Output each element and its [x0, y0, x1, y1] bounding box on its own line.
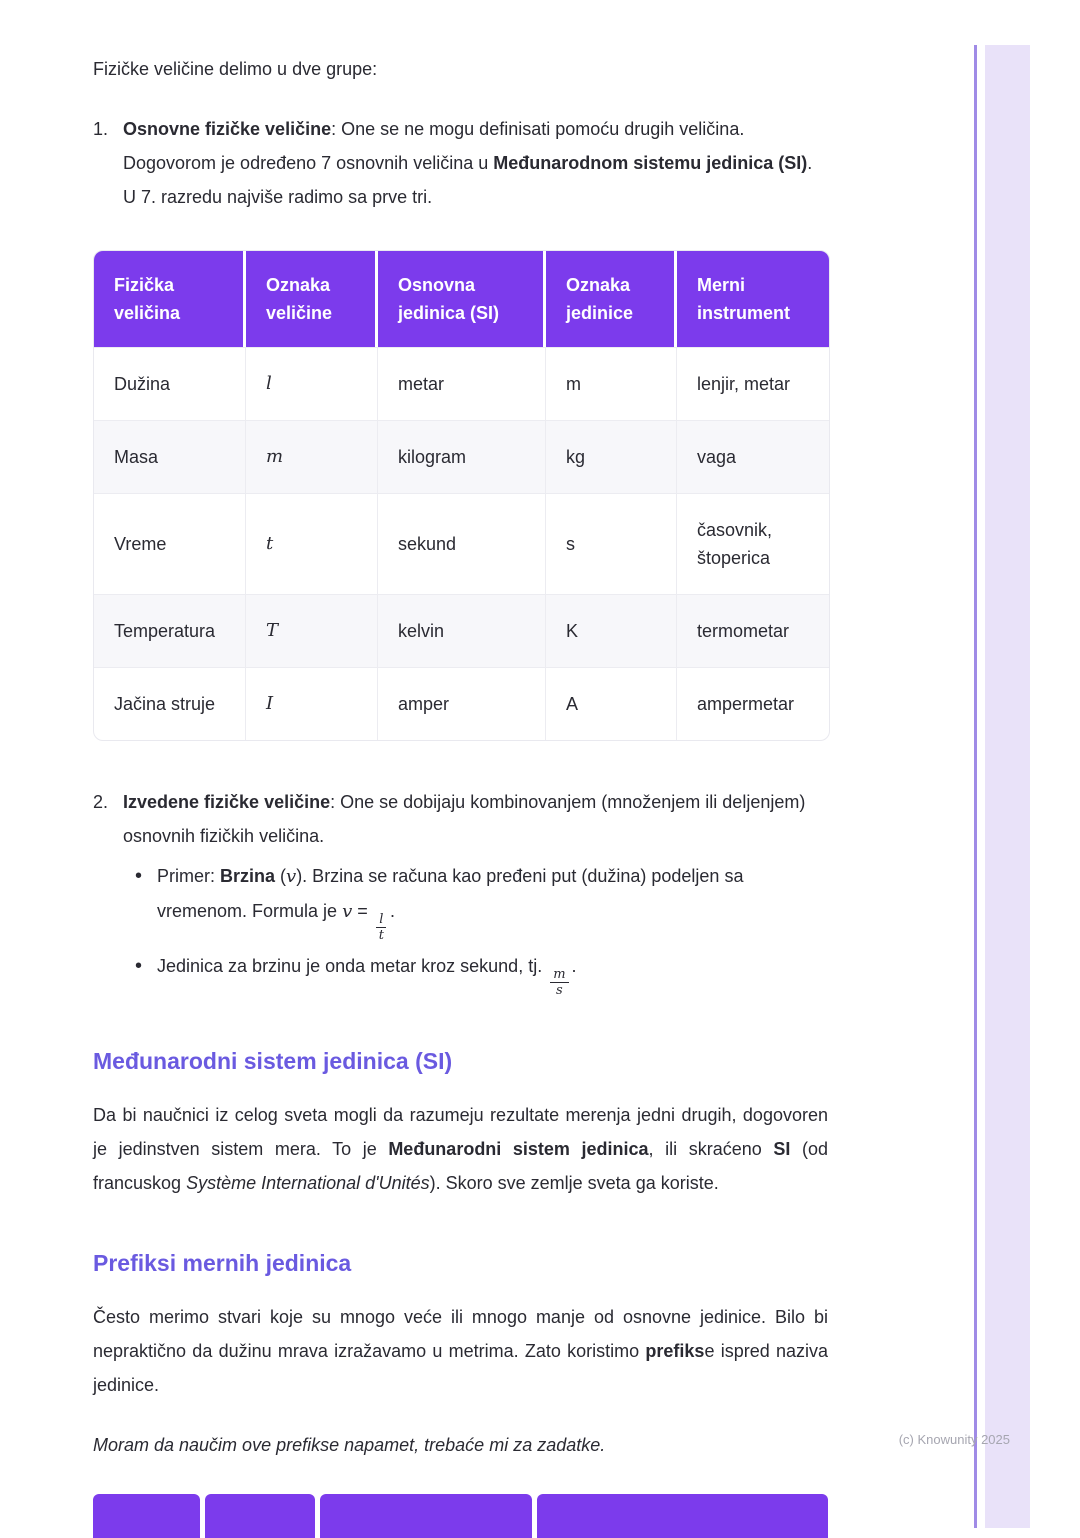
- heading-prefixes: Prefiksi mernih jedinica: [93, 1250, 352, 1276]
- list-item-number: 1.: [93, 119, 109, 139]
- cell-instrument: vaga: [677, 420, 829, 493]
- table-header-cell-quantity: Fizička veličina: [94, 251, 246, 347]
- table-row: [94, 420, 829, 493]
- derived-quantities-text: Izvedene fizičke veličine: One se dobijaju kombinovanjem (množenjem ili deljenjem) osnovnih fizičkih veličina.: [123, 792, 806, 846]
- table-header-cell-unit-symbol: Oznaka jedinice: [546, 251, 677, 347]
- table-row: [94, 493, 829, 594]
- cell-unit-symbol: s: [546, 493, 677, 594]
- next-table-header-cell: [93, 1494, 200, 1538]
- cell-unit: amper: [378, 667, 546, 740]
- cell-unit: sekund: [378, 493, 546, 594]
- cell-unit-symbol: m: [546, 347, 677, 420]
- bullet-dot-icon: •: [135, 865, 143, 887]
- cell-instrument: ampermetar: [677, 667, 829, 740]
- cell-unit-symbol: K: [546, 594, 677, 667]
- page-edge-line: [974, 45, 977, 1528]
- cell-quantity: Masa: [94, 420, 246, 493]
- cell-quantity: Dužina: [94, 347, 246, 420]
- fraction-m-over-s: $\frac{m}{s}$: [550, 967, 568, 998]
- cell-instrument: lenjir, metar: [677, 347, 829, 420]
- bullet-list: [135, 859, 828, 998]
- scrollbar-track[interactable]: [985, 45, 1030, 1528]
- table-header-cell-instrument: Merni instrument: [677, 251, 829, 347]
- table-row: [94, 594, 829, 667]
- cell-unit: metar: [378, 347, 546, 420]
- table-row: [94, 667, 829, 740]
- list-item-derived-quantities: [93, 785, 828, 998]
- cell-symbol: m: [246, 420, 378, 493]
- page-content: [93, 0, 828, 1462]
- cell-symbol: t: [246, 493, 378, 594]
- table-header-cell-symbol: Oznaka veličine: [246, 251, 378, 347]
- bullet-text: Jedinica za brzinu je onda metar kroz sekund, tj. $\frac{m}{s}$ .: [157, 956, 577, 998]
- list-item-basic-quantities: [93, 112, 828, 214]
- fraction-l-over-t: $\frac{l}{t}$: [376, 912, 387, 943]
- cell-unit-symbol: kg: [546, 420, 677, 493]
- bullet-text: Primer: Brzina (v). Brzina se računa kao pređeni put (dužina) podeljen sa vremenom. Formula je v = $\frac{l}{t}$ .: [157, 866, 744, 943]
- intro-paragraph: Fizičke veličine delimo u dve grupe:: [93, 59, 378, 79]
- cell-unit-symbol: A: [546, 667, 677, 740]
- cell-unit: kilogram: [378, 420, 546, 493]
- list-item-text: Osnovne fizičke veličine: One se ne mogu definisati pomoću drugih veličina. Dogovorom je određeno 7 osnovnih veličina u Međunarodnom sistemu jedinica (SI). U 7. razredu najviše radimo sa prve tri.: [123, 119, 813, 207]
- heading-si-system: Međunarodni sistem jedinica (SI): [93, 1048, 453, 1074]
- next-table-header-cell: [537, 1494, 828, 1538]
- paragraph-prefixes: Često merimo stvari koje su mnogo veće ili mnogo manje od osnovne jedinice. Bilo bi nepraktično da dužinu mrava izražavamo u metrima. Zato koristimo prefikse ispred naziva jedinice.: [93, 1307, 828, 1395]
- cell-quantity: Jačina struje: [94, 667, 246, 740]
- cell-instrument: časovnik, štoperica: [677, 493, 829, 594]
- cell-symbol: I: [246, 667, 378, 740]
- watermark: (c) Knowunity 2025: [898, 1432, 1010, 1447]
- list-item-text: [123, 785, 828, 998]
- cell-unit: kelvin: [378, 594, 546, 667]
- table-header-row: [94, 251, 829, 347]
- bullet-dot-icon: •: [135, 955, 143, 977]
- physical-quantities-table: [93, 250, 830, 741]
- next-table-header-cell: [205, 1494, 315, 1538]
- cell-symbol: T: [246, 594, 378, 667]
- bullet-item-speed-unit: [135, 949, 828, 998]
- paragraph-si-system: Da bi naučnici iz celog sveta mogli da razumeju rezultate merenja jedni drugih, dogovoren je jedinstven sistem mera. To je Međunarodni sistem jedinica, ili skraćeno SI (od francuskog Système International d'Unités). Skoro sve zemlje sveta ga koriste.: [93, 1105, 828, 1193]
- cell-quantity: Temperatura: [94, 594, 246, 667]
- cell-instrument: termometar: [677, 594, 829, 667]
- list-item-number: 2.: [93, 792, 109, 812]
- personal-note: Moram da naučim ove prefikse napamet, trebaće mi za zadatke.: [93, 1435, 606, 1455]
- cell-symbol: l: [246, 347, 378, 420]
- next-table-header-partial: [93, 1494, 828, 1538]
- table-row: [94, 347, 829, 420]
- next-table-header-cell: [320, 1494, 532, 1538]
- bullet-item-speed-example: [135, 859, 828, 943]
- table-header-cell-unit: Osnovna jedinica (SI): [378, 251, 546, 347]
- cell-quantity: Vreme: [94, 493, 246, 594]
